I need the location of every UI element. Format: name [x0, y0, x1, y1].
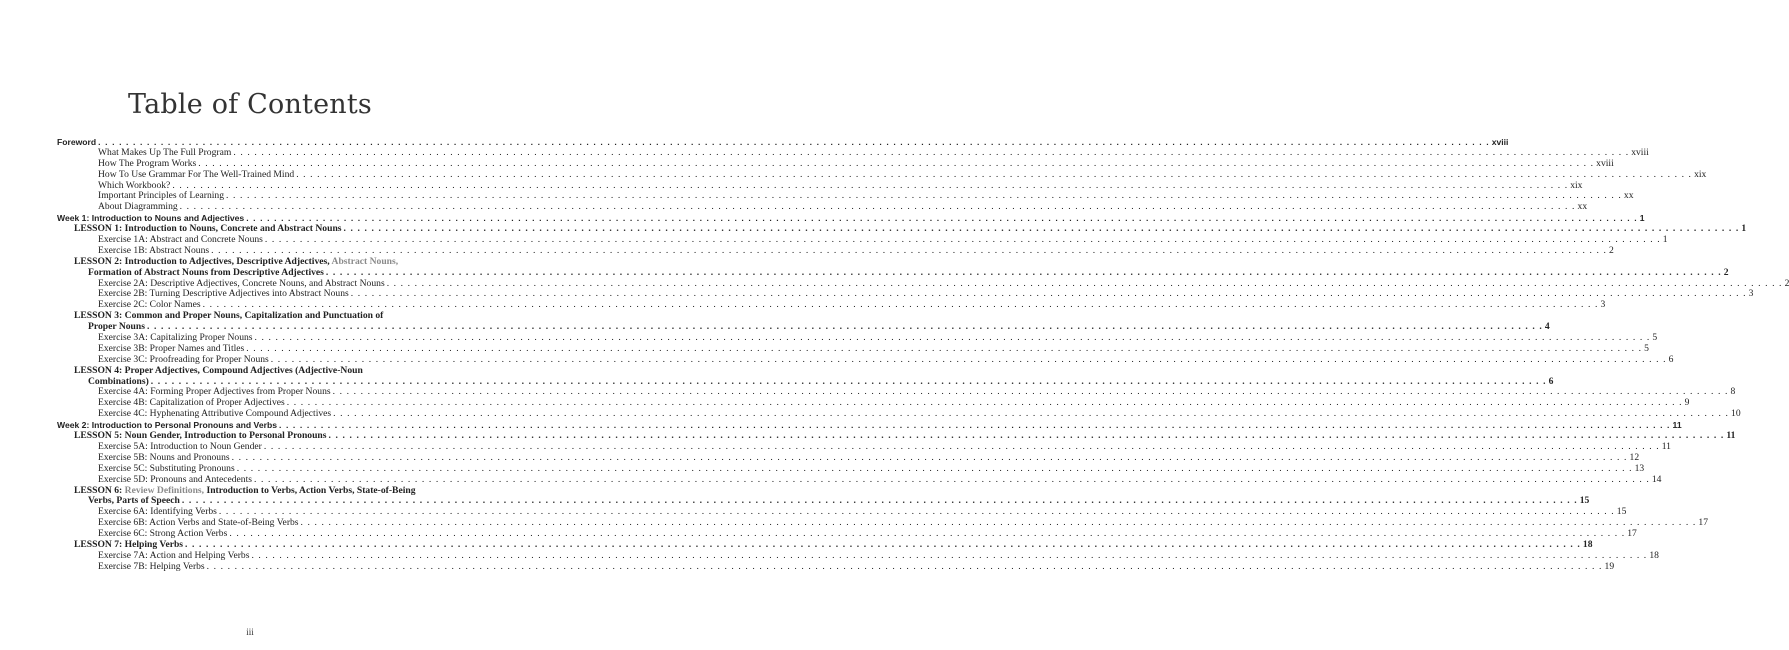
toc-entry-label: LESSON 6: Review Definitions, Introduction to Verbs, Action Verbs, State-of-Being — [74, 484, 416, 496]
leader-dots: . . . . . . . . . . . . . . . . . . . . . . . . . . . . . . . . . . . . . . . . . . . . . . . . . . . . . . . . . . . . . . . . . . . . . . . . . . . . . . . . . . . . . . . . . . . . . . . . . . . . . . . . . . . . . . . . . . . . . . . . . . . . . . . . . . . . . . . . . . . . . . . . . . . . . . . . . . . . . . . . . . . . . . . . . . . . . . . . . . . . . . . . . . . . . . . . . . . . . . . . — [251, 549, 1648, 561]
toc-entry[interactable] — [57, 408, 1741, 420]
toc-entry-page: xix — [1694, 168, 1707, 180]
toc-entry-label: Exercise 5B: Nouns and Pronouns — [98, 451, 230, 463]
leader-dots: . . . . . . . . . . . . . . . . . . . . . . . . . . . . . . . . . . . . . . . . . . . . . . . . . . . . . . . . . . . . . . . . . . . . . . . . . . . . . . . . . . . . . . . . . . . . . . . . . . . . . . . . . . . . . . . . . . . . . . . . . . . . . . . . . . . . . . . . . . . . . . . . . . . . . . . . . . . . . . . . . . . . . . . . . . . . . . . . . . . . . . . . . . . . . . . . . . . . . . . . — [254, 473, 1650, 485]
review-tag: Review Definitions, — [124, 484, 205, 496]
leader-dots: . . . . . . . . . . . . . . . . . . . . . . . . . . . . . . . . . . . . . . . . . . . . . . . . . . . . . . . . . . . . . . . . . . . . . . . . . . . . . . . . . . . . . . . . . . . . . . . . . . . . . . . . . . . . . . . . . . . . . . . . . . . . . . . . . . . . . . . . . . . . . . . . . . . . . . . . . . . . . . . . . . . . . . . . . . . . . . . . . . . . . . . . . . . . . . . . . . . . . . . . — [233, 146, 1630, 158]
toc-entry-page: 6 — [1668, 353, 1674, 365]
leader-dots: . . . . . . . . . . . . . . . . . . . . . . . . . . . . . . . . . . . . . . . . . . . . . . . . . . . . . . . . . . . . . . . . . . . . . . . . . . . . . . . . . . . . . . . . . . . . . . . . . . . . . . . . . . . . . . . . . . . . . . . . . . . . . . . . . . . . . . . . . . . . . . . . . . . . . . . . . . . . . . . . . . . . . . . . . . . . . . . . . . . . . . . . . . . . . . . . . . . . . . . . — [278, 420, 1671, 431]
review-tag: Abstract Nouns, — [331, 255, 399, 267]
toc-entry-label: Formation of Abstract Nouns from Descriptive Adjectives — [88, 266, 324, 278]
leader-dots: . . . . . . . . . . . . . . . . . . . . . . . . . . . . . . . . . . . . . . . . . . . . . . . . . . . . . . . . . . . . . . . . . . . . . . . . . . . . . . . . . . . . . . . . . . . . . . . . . . . . . . . . . . . . . . . . . . . . . . . . . . . . . . . . . . . . . . . . . . . . . . . . . . . . . . . . . . . . . . . . . . . . . . . . . . . . . . . . . . . . . . . . . . . . . . . . . . . . . . . . — [150, 375, 1547, 387]
leader-dots: . . . . . . . . . . . . . . . . . . . . . . . . . . . . . . . . . . . . . . . . . . . . . . . . . . . . . . . . . . . . . . . . . . . . . . . . . . . . . . . . . . . . . . . . . . . . . . . . . . . . . . . . . . . . . . . . . . . . . . . . . . . . . . . . . . . . . . . . . . . . . . . . . . . . . . . . . . . . . . . . . . . . . . . . . . . . . . . . . . . . . . . . . . . . . . . . . . . . . . . . — [333, 408, 1730, 420]
toc-entry-page: 12 — [1629, 451, 1640, 463]
leader-dots: . . . . . . . . . . . . . . . . . . . . . . . . . . . . . . . . . . . . . . . . . . . . . . . . . . . . . . . . . . . . . . . . . . . . . . . . . . . . . . . . . . . . . . . . . . . . . . . . . . . . . . . . . . . . . . . . . . . . . . . . . . . . . . . . . . . . . . . . . . . . . . . . . . . . . . . . . . . . . . . . . . . . . . . . . . . . . . . . . . . . . . . . . . . . . . . . . . . . . . . . — [231, 451, 1628, 463]
toc-entry-label: What Makes Up The Full Program — [98, 146, 232, 158]
leader-dots: . . . . . . . . . . . . . . . . . . . . . . . . . . . . . . . . . . . . . . . . . . . . . . . . . . . . . . . . . . . . . . . . . . . . . . . . . . . . . . . . . . . . . . . . . . . . . . . . . . . . . . . . . . . . . . . . . . . . . . . . . . . . . . . . . . . . . . . . . . . . . . . . . . . . . . . . . . . . . . . . . . . . . . . . . . . . . . . . . . . . . . . . . . . . . . . . . . . . . . . . — [179, 201, 1576, 213]
toc-entry-page: 3 — [1748, 288, 1754, 300]
toc-entry-page: 2 — [1723, 266, 1729, 278]
leader-dots: . . . . . . . . . . . . . . . . . . . . . . . . . . . . . . . . . . . . . . . . . . . . . . . . . . . . . . . . . . . . . . . . . . . . . . . . . . . . . . . . . . . . . . . . . . . . . . . . . . . . . . . . . . . . . . . . . . . . . . . . . . . . . . . . . . . . . . . . . . . . . . . . . . . . . . . . . . . . . . . . . . . . . . . . . . . . . . . . . . . . . . . . . . . . . . . . . . . . . . . . — [206, 560, 1603, 572]
toc-entry-page: 15 — [1579, 495, 1590, 507]
toc-entry-label: Exercise 6C: Strong Action Verbs — [98, 528, 228, 540]
leader-dots: . . . . . . . . . . . . . . . . . . . . . . . . . . . . . . . . . . . . . . . . . . . . . . . . . . . . . . . . . . . . . . . . . . . . . . . . . . . . . . . . . . . . . . . . . . . . . . . . . . . . . . . . . . . . . . . . . . . . . . . . . . . . . . . . . . . . . . . . . . . . . . . . . . . . . . . . . . . . . . . . . . . . . . . . . . . . . . . . . . . . . . . . . . . . . . . . . . . . . . . . — [172, 179, 1569, 191]
table-of-contents — [57, 137, 1789, 573]
leader-dots: . . . . . . . . . . . . . . . . . . . . . . . . . . . . . . . . . . . . . . . . . . . . . . . . . . . . . . . . . . . . . . . . . . . . . . . . . . . . . . . . . . . . . . . . . . . . . . . . . . . . . . . . . . . . . . . . . . . . . . . . . . . . . . . . . . . . . . . . . . . . . . . . . . . . . . . . . . . . . . . . . . . . . . . . . . . . . . . . . . . . . . . . . . . . . . . . . . . . . . . . — [229, 528, 1626, 540]
toc-entry-page: 2 — [1784, 277, 1789, 289]
leader-dots: . . . . . . . . . . . . . . . . . . . . . . . . . . . . . . . . . . . . . . . . . . . . . . . . . . . . . . . . . . . . . . . . . . . . . . . . . . . . . . . . . . . . . . . . . . . . . . . . . . . . . . . . . . . . . . . . . . . . . . . . . . . . . . . . . . . . . . . . . . . . . . . . . . . . . . . . . . . . . . . . . . . . . . . . . . . . . . . . . . . . . . . . . . . . . . . . . . . . . . . . — [202, 299, 1599, 311]
toc-entry-label: About Diagramming — [98, 201, 178, 213]
toc-entry-page: 11 — [1726, 430, 1736, 442]
leader-dots: . . . . . . . . . . . . . . . . . . . . . . . . . . . . . . . . . . . . . . . . . . . . . . . . . . . . . . . . . . . . . . . . . . . . . . . . . . . . . . . . . . . . . . . . . . . . . . . . . . . . . . . . . . . . . . . . . . . . . . . . . . . . . . . . . . . . . . . . . . . . . . . . . . . . . . . . . . . . . . . . . . . . . . . . . . . . . . . . . . . . . . . . . . . . . . . . . . . . . . . . — [236, 462, 1633, 474]
toc-entry-label: Exercise 2C: Color Names — [98, 299, 201, 311]
toc-entry-page: xviii — [1631, 146, 1649, 158]
leader-dots: . . . . . . . . . . . . . . . . . . . . . . . . . . . . . . . . . . . . . . . . . . . . . . . . . . . . . . . . . . . . . . . . . . . . . . . . . . . . . . . . . . . . . . . . . . . . . . . . . . . . . . . . . . . . . . . . . . . . . . . . . . . . . . . . . . . . . . . . . . . . . . . . . . . . . . . . . . . . . . . . . . . . . . . . . . . . . . . . . . . . . . . . . . . . . . . . . . . . . . . . — [146, 321, 1543, 333]
toc-entry-label: LESSON 3: Common and Proper Nouns, Capitalization and Punctuation of — [74, 310, 384, 322]
toc-entry-label: Exercise 1A: Abstract and Concrete Nouns — [98, 234, 263, 246]
leader-dots: . . . . . . . . . . . . . . . . . . . . . . . . . . . . . . . . . . . . . . . . . . . . . . . . . . . . . . . . . . . . . . . . . . . . . . . . . . . . . . . . . . . . . . . . . . . . . . . . . . . . . . . . . . . . . . . . . . . . . . . . . . . . . . . . . . . . . . . . . . . . . . . . . . . . . . . . . . . . . . . . . . . . . . . . . . . . . . . . . . . . . . . . . . . . . . . . . . . . . . . . — [98, 137, 1490, 147]
toc-entry-page: 2 — [1608, 244, 1614, 256]
toc-entry-label: Exercise 6B: Action Verbs and State-of-Being Verbs — [98, 517, 299, 529]
toc-entry-label: LESSON 4: Proper Adjectives, Compound Adjectives (Adjective-Noun — [74, 364, 363, 376]
toc-entry-page: 8 — [1730, 386, 1736, 398]
toc-entry-label: Exercise 3A: Capitalizing Proper Nouns — [98, 332, 253, 344]
toc-entry-label: How To Use Grammar For The Well-Trained Mind — [98, 168, 295, 180]
toc-entry-label: Exercise 4B: Capitalization of Proper Adjectives — [98, 397, 285, 409]
toc-entry-label: Exercise 3C: Proofreading for Proper Nouns — [98, 353, 269, 365]
toc-entry-page: 11 — [1661, 440, 1671, 452]
leader-dots: . . . . . . . . . . . . . . . . . . . . . . . . . . . . . . . . . . . . . . . . . . . . . . . . . . . . . . . . . . . . . . . . . . . . . . . . . . . . . . . . . . . . . . . . . . . . . . . . . . . . . . . . . . . . . . . . . . . . . . . . . . . . . . . . . . . . . . . . . . . . . . . . . . . . . . . . . . . . . . . . . . . . . . . . . . . . . . . . . . . . . . . . . . . . . . . . . . . . . . . . — [300, 517, 1697, 529]
toc-entry-page: xx — [1577, 201, 1588, 213]
toc-entry-label: Exercise 5D: Pronouns and Antecedents — [98, 473, 252, 485]
toc-entry-page: 3 — [1600, 299, 1606, 311]
leader-dots: . . . . . . . . . . . . . . . . . . . . . . . . . . . . . . . . . . . . . . . . . . . . . . . . . . . . . . . . . . . . . . . . . . . . . . . . . . . . . . . . . . . . . . . . . . . . . . . . . . . . . . . . . . . . . . . . . . . . . . . . . . . . . . . . . . . . . . . . . . . . . . . . . . . . . . . . . . . . . . . . . . . . . . . . . . . . . . . . . . . . . . . . . . . . . . . . . . . . . . . . — [386, 277, 1783, 289]
leader-dots: . . . . . . . . . . . . . . . . . . . . . . . . . . . . . . . . . . . . . . . . . . . . . . . . . . . . . . . . . . . . . . . . . . . . . . . . . . . . . . . . . . . . . . . . . . . . . . . . . . . . . . . . . . . . . . . . . . . . . . . . . . . . . . . . . . . . . . . . . . . . . . . . . . . . . . . . . . . . . . . . . . . . . . . . . . . . . . . . . . . . . . . . . . . . . . . . . . . . . . . . — [264, 234, 1661, 246]
toc-entry-label: Verbs, Parts of Speech — [88, 495, 180, 507]
toc-entry-page: 10 — [1731, 408, 1741, 420]
toc-entry-label: Exercise 2A: Descriptive Adjectives, Concrete Nouns, and Abstract Nouns — [98, 277, 385, 289]
leader-dots: . . . . . . . . . . . . . . . . . . . . . . . . . . . . . . . . . . . . . . . . . . . . . . . . . . . . . . . . . . . . . . . . . . . . . . . . . . . . . . . . . . . . . . . . . . . . . . . . . . . . . . . . . . . . . . . . . . . . . . . . . . . . . . . . . . . . . . . . . . . . . . . . . . . . . . . . . . . . . . . . . . . . . . . . . . . . . . . . . . . . . . . . . . . . . . . . . . . . . . . . — [198, 157, 1595, 169]
toc-entry-page: xviii — [1491, 137, 1509, 147]
toc-entry-page: 14 — [1651, 473, 1662, 485]
toc-entry-page: 15 — [1616, 506, 1627, 518]
toc-entry[interactable] — [57, 201, 1588, 213]
toc-entry[interactable] — [57, 560, 1615, 573]
toc-entry-page: xix — [1570, 179, 1583, 191]
toc-entry-page: 17 — [1698, 517, 1709, 529]
toc-entry-label: Combinations) — [88, 375, 149, 387]
leader-dots: . . . . . . . . . . . . . . . . . . . . . . . . . . . . . . . . . . . . . . . . . . . . . . . . . . . . . . . . . . . . . . . . . . . . . . . . . . . . . . . . . . . . . . . . . . . . . . . . . . . . . . . . . . . . . . . . . . . . . . . . . . . . . . . . . . . . . . . . . . . . . . . . . . . . . . . . . . . . . . . . . . . . . . . . . . . . . . . . . . . . . . . . . . . . . . . . . . . . . . . . — [226, 190, 1622, 202]
leader-dots: . . . . . . . . . . . . . . . . . . . . . . . . . . . . . . . . . . . . . . . . . . . . . . . . . . . . . . . . . . . . . . . . . . . . . . . . . . . . . . . . . . . . . . . . . . . . . . . . . . . . . . . . . . . . . . . . . . . . . . . . . . . . . . . . . . . . . . . . . . . . . . . . . . . . . . . . . . . . . . . . . . . . . . . . . . . . . . . . . . . . . . . . . . . . . . . . . . . . . . . . — [246, 213, 1638, 224]
toc-entry-label: Exercise 7A: Action and Helping Verbs — [98, 549, 250, 561]
leader-dots: . . . . . . . . . . . . . . . . . . . . . . . . . . . . . . . . . . . . . . . . . . . . . . . . . . . . . . . . . . . . . . . . . . . . . . . . . . . . . . . . . . . . . . . . . . . . . . . . . . . . . . . . . . . . . . . . . . . . . . . . . . . . . . . . . . . . . . . . . . . . . . . . . . . . . . . . . . . . . . . . . . . . . . . . . . . . . . . . . . . . . . . . . . . . . . . . . . . . . . . . — [246, 342, 1643, 354]
leader-dots: . . . . . . . . . . . . . . . . . . . . . . . . . . . . . . . . . . . . . . . . . . . . . . . . . . . . . . . . . . . . . . . . . . . . . . . . . . . . . . . . . . . . . . . . . . . . . . . . . . . . . . . . . . . . . . . . . . . . . . . . . . . . . . . . . . . . . . . . . . . . . . . . . . . . . . . . . . . . . . . . . . . . . . . . . . . . . . . . . . . . . . . . . . . . . . . . . . . . . . . . — [263, 440, 1660, 452]
leader-dots: . . . . . . . . . . . . . . . . . . . . . . . . . . . . . . . . . . . . . . . . . . . . . . . . . . . . . . . . . . . . . . . . . . . . . . . . . . . . . . . . . . . . . . . . . . . . . . . . . . . . . . . . . . . . . . . . . . . . . . . . . . . . . . . . . . . . . . . . . . . . . . . . . . . . . . . . . . . . . . . . . . . . . . . . . . . . . . . . . . . . . . . . . . . . . . . . . . . . . . . . — [328, 430, 1725, 442]
toc-entry-label: Important Principles of Learning — [98, 190, 225, 202]
toc-entry-page: 17 — [1627, 528, 1637, 540]
leader-dots: . . . . . . . . . . . . . . . . . . . . . . . . . . . . . . . . . . . . . . . . . . . . . . . . . . . . . . . . . . . . . . . . . . . . . . . . . . . . . . . . . . . . . . . . . . . . . . . . . . . . . . . . . . . . . . . . . . . . . . . . . . . . . . . . . . . . . . . . . . . . . . . . . . . . . . . . . . . . . . . . . . . . . . . . . . . . . . . . . . . . . . . . . . . . . . . . . . . . . . . . — [185, 538, 1581, 550]
leader-dots: . . . . . . . . . . . . . . . . . . . . . . . . . . . . . . . . . . . . . . . . . . . . . . . . . . . . . . . . . . . . . . . . . . . . . . . . . . . . . . . . . . . . . . . . . . . . . . . . . . . . . . . . . . . . . . . . . . . . . . . . . . . . . . . . . . . . . . . . . . . . . . . . . . . . . . . . . . . . . . . . . . . . . . . . . . . . . . . . . . . . . . . . . . . . . . . . . . . . . . . . — [270, 353, 1667, 365]
toc-entry-label: Exercise 5A: Introduction to Noun Gender — [98, 440, 262, 452]
toc-entry-label: Exercise 1B: Abstract Nouns — [98, 244, 210, 256]
toc-entry-page: 1 — [1662, 234, 1668, 246]
leader-dots: . . . . . . . . . . . . . . . . . . . . . . . . . . . . . . . . . . . . . . . . . . . . . . . . . . . . . . . . . . . . . . . . . . . . . . . . . . . . . . . . . . . . . . . . . . . . . . . . . . . . . . . . . . . . . . . . . . . . . . . . . . . . . . . . . . . . . . . . . . . . . . . . . . . . . . . . . . . . . . . . . . . . . . . . . . . . . . . . . . . . . . . . . . . . . . . . . . . . . . . . — [211, 244, 1607, 256]
toc-entry-page: 1 — [1741, 223, 1747, 235]
toc-entry-page: 13 — [1634, 462, 1645, 474]
toc-entry-page: 19 — [1604, 560, 1615, 572]
page-title: Table of Contents — [128, 89, 372, 120]
leader-dots: . . . . . . . . . . . . . . . . . . . . . . . . . . . . . . . . . . . . . . . . . . . . . . . . . . . . . . . . . . . . . . . . . . . . . . . . . . . . . . . . . . . . . . . . . . . . . . . . . . . . . . . . . . . . . . . . . . . . . . . . . . . . . . . . . . . . . . . . . . . . . . . . . . . . . . . . . . . . . . . . . . . . . . . . . . . . . . . . . . . . . . . . . . . . . . . . . . . . . . . . — [286, 397, 1683, 409]
leader-dots: . . . . . . . . . . . . . . . . . . . . . . . . . . . . . . . . . . . . . . . . . . . . . . . . . . . . . . . . . . . . . . . . . . . . . . . . . . . . . . . . . . . . . . . . . . . . . . . . . . . . . . . . . . . . . . . . . . . . . . . . . . . . . . . . . . . . . . . . . . . . . . . . . . . . . . . . . . . . . . . . . . . . . . . . . . . . . . . . . . . . . . . . . . . . . . . . . . . . . . . . — [332, 386, 1729, 398]
leader-dots: . . . . . . . . . . . . . . . . . . . . . . . . . . . . . . . . . . . . . . . . . . . . . . . . . . . . . . . . . . . . . . . . . . . . . . . . . . . . . . . . . . . . . . . . . . . . . . . . . . . . . . . . . . . . . . . . . . . . . . . . . . . . . . . . . . . . . . . . . . . . . . . . . . . . . . . . . . . . . . . . . . . . . . . . . . . . . . . . . . . . . . . . . . . . . . . . . . . . . . . . — [350, 288, 1747, 300]
leader-dots: . . . . . . . . . . . . . . . . . . . . . . . . . . . . . . . . . . . . . . . . . . . . . . . . . . . . . . . . . . . . . . . . . . . . . . . . . . . . . . . . . . . . . . . . . . . . . . . . . . . . . . . . . . . . . . . . . . . . . . . . . . . . . . . . . . . . . . . . . . . . . . . . . . . . . . . . . . . . . . . . . . . . . . . . . . . . . . . . . . . . . . . . . . . . . . . . . . . . . . . . — [218, 506, 1615, 518]
toc-entry-label: LESSON 1: Introduction to Nouns, Concrete and Abstract Nouns — [74, 223, 342, 235]
leader-dots: . . . . . . . . . . . . . . . . . . . . . . . . . . . . . . . . . . . . . . . . . . . . . . . . . . . . . . . . . . . . . . . . . . . . . . . . . . . . . . . . . . . . . . . . . . . . . . . . . . . . . . . . . . . . . . . . . . . . . . . . . . . . . . . . . . . . . . . . . . . . . . . . . . . . . . . . . . . . . . . . . . . . . . . . . . . . . . . . . . . . . . . . . . . . . . . . . . . . . . . . — [254, 332, 1651, 344]
toc-entry-page: xx — [1623, 190, 1634, 202]
toc-entry-label: LESSON 2: Introduction to Adjectives, Descriptive Adjectives, Abstract Nouns, — [74, 255, 399, 267]
toc-entry-page: 18 — [1582, 538, 1593, 550]
leader-dots: . . . . . . . . . . . . . . . . . . . . . . . . . . . . . . . . . . . . . . . . . . . . . . . . . . . . . . . . . . . . . . . . . . . . . . . . . . . . . . . . . . . . . . . . . . . . . . . . . . . . . . . . . . . . . . . . . . . . . . . . . . . . . . . . . . . . . . . . . . . . . . . . . . . . . . . . . . . . . . . . . . . . . . . . . . . . . . . . . . . . . . . . . . . . . . . . . . . . . . . . — [325, 266, 1722, 278]
toc-entry-label: Week 1: Introduction to Nouns and Adjectives — [57, 213, 245, 224]
leader-dots: . . . . . . . . . . . . . . . . . . . . . . . . . . . . . . . . . . . . . . . . . . . . . . . . . . . . . . . . . . . . . . . . . . . . . . . . . . . . . . . . . . . . . . . . . . . . . . . . . . . . . . . . . . . . . . . . . . . . . . . . . . . . . . . . . . . . . . . . . . . . . . . . . . . . . . . . . . . . . . . . . . . . . . . . . . . . . . . . . . . . . . . . . . . . . . . . . . . . . . . . — [181, 495, 1578, 507]
toc-entry-label: Week 2: Introduction to Personal Pronouns and Verbs — [57, 420, 277, 431]
toc-entry-label: How The Program Works — [98, 157, 197, 169]
leader-dots: . . . . . . . . . . . . . . . . . . . . . . . . . . . . . . . . . . . . . . . . . . . . . . . . . . . . . . . . . . . . . . . . . . . . . . . . . . . . . . . . . . . . . . . . . . . . . . . . . . . . . . . . . . . . . . . . . . . . . . . . . . . . . . . . . . . . . . . . . . . . . . . . . . . . . . . . . . . . . . . . . . . . . . . . . . . . . . . . . . . . . . . . . . . . . . . . . . . . . . . . — [343, 223, 1740, 235]
toc-entry-label: Proper Nouns — [88, 321, 145, 333]
toc-entry-label: Exercise 4A: Forming Proper Adjectives from Proper Nouns — [98, 386, 331, 398]
toc-entry-page: 11 — [1672, 420, 1682, 431]
leader-dots: . . . . . . . . . . . . . . . . . . . . . . . . . . . . . . . . . . . . . . . . . . . . . . . . . . . . . . . . . . . . . . . . . . . . . . . . . . . . . . . . . . . . . . . . . . . . . . . . . . . . . . . . . . . . . . . . . . . . . . . . . . . . . . . . . . . . . . . . . . . . . . . . . . . . . . . . . . . . . . . . . . . . . . . . . . . . . . . . . . . . . . . . . . . . . . . . . . . . . . . . — [296, 168, 1693, 180]
toc-entry-page: 5 — [1652, 332, 1658, 344]
toc-entry-label: LESSON 5: Noun Gender, Introduction to Personal Pronouns — [74, 430, 327, 442]
toc-entry-page: 9 — [1684, 397, 1690, 409]
toc-entry-page: 5 — [1644, 342, 1649, 354]
toc-entry-page: 18 — [1649, 549, 1659, 561]
toc-entry-page: 1 — [1639, 213, 1645, 224]
toc-entry-label: Exercise 5C: Substituting Pronouns — [98, 462, 235, 474]
toc-entry-page: xviii — [1596, 157, 1614, 169]
toc-entry-label: Exercise 4C: Hyphenating Attributive Compound Adjectives — [98, 408, 332, 420]
toc-entry-page: 6 — [1548, 375, 1554, 387]
toc-entry-label: Exercise 7B: Helping Verbs — [98, 560, 205, 572]
toc-entry-label: Exercise 2B: Turning Descriptive Adjectives into Abstract Nouns — [98, 288, 349, 300]
toc-entry-label: Foreword — [57, 137, 97, 147]
page-number: iii — [246, 627, 254, 637]
toc-entry-label: LESSON 7: Helping Verbs — [74, 538, 184, 550]
toc-entry-label: Which Workbook? — [98, 179, 171, 191]
toc-entry-label: Exercise 6A: Identifying Verbs — [98, 506, 217, 518]
toc-entry-page: 4 — [1544, 321, 1550, 333]
toc-entry-label: Exercise 3B: Proper Names and Titles — [98, 342, 245, 354]
